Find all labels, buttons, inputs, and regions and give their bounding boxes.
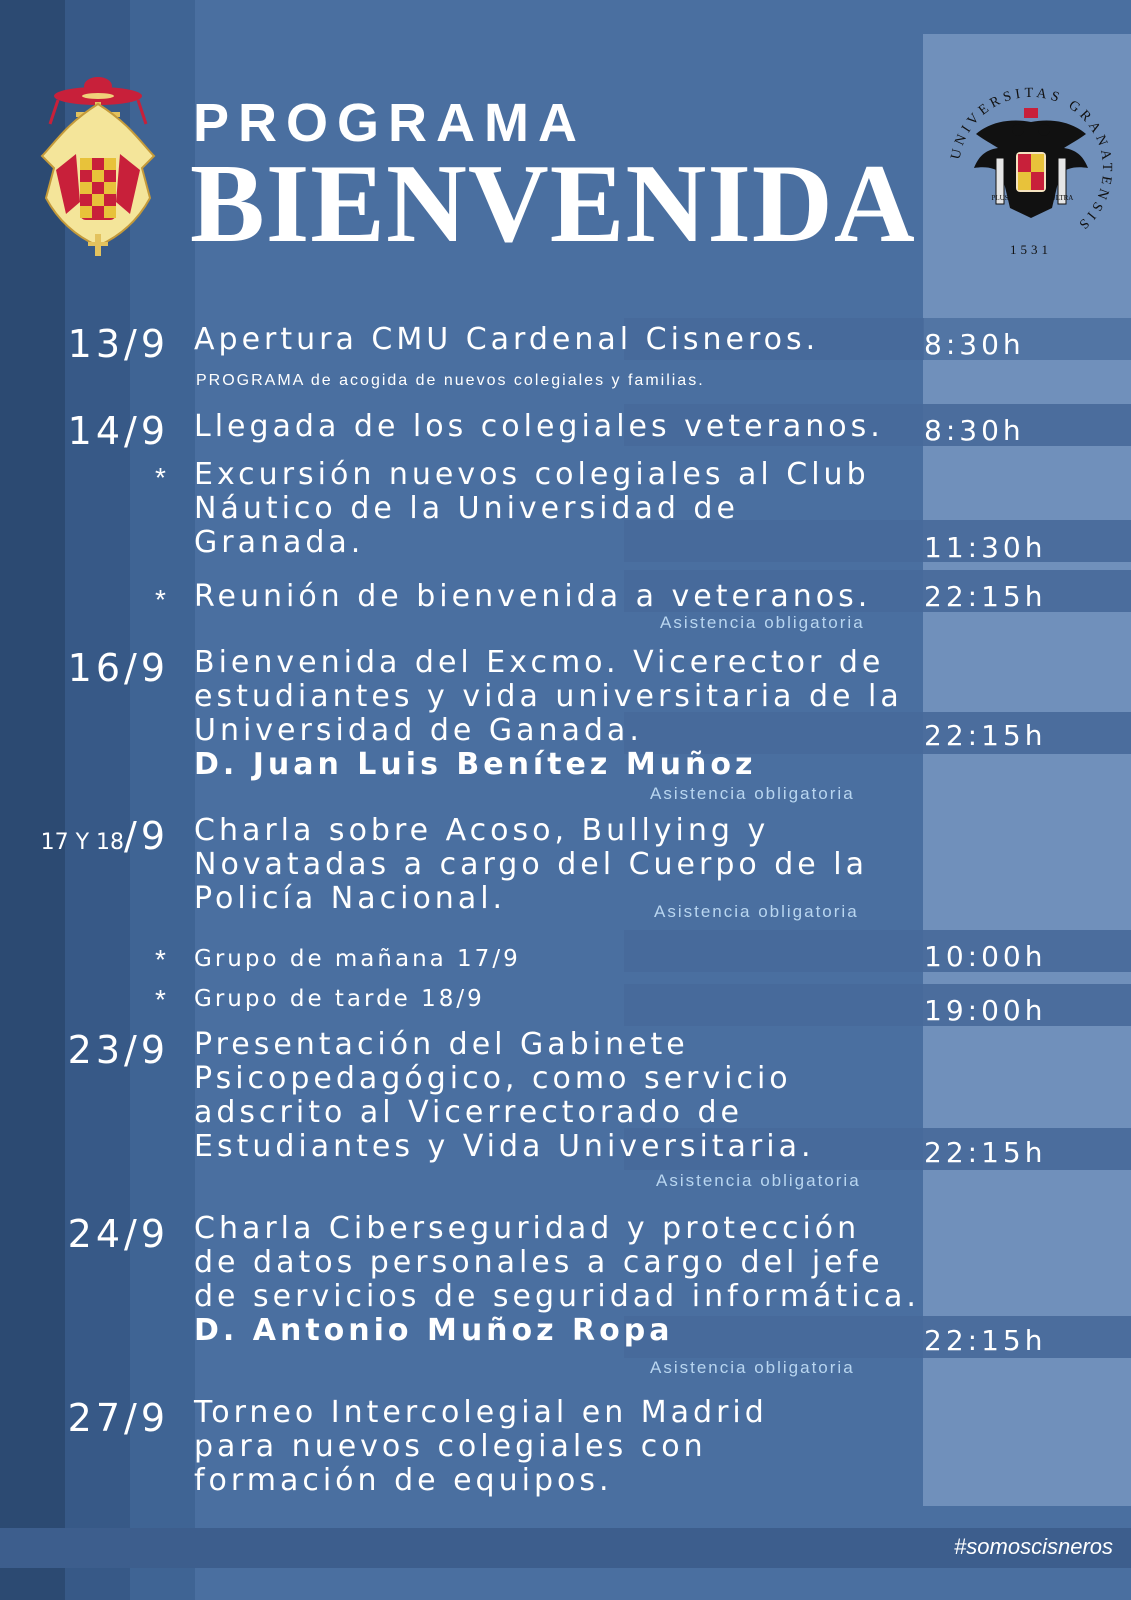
seal-ring-text: UNIVERSITAS GRANATENSIS <box>948 85 1115 235</box>
event-date: 14/9 <box>67 409 169 453</box>
event-item-text: Grupo de mañana 17/9 <box>194 946 521 972</box>
event-item-line: Reunión de bienvenida a veteranos. <box>194 579 872 614</box>
seal-motto-left: PLUS <box>991 194 1009 202</box>
event-time: 22:15h <box>924 580 1047 613</box>
bullet-marker: * <box>155 462 166 493</box>
event-title-line: Charla sobre Acoso, Bullying y <box>194 813 770 848</box>
attendance-note: Asistencia obligatoria <box>650 1358 855 1377</box>
event-date <box>41 814 169 858</box>
event-title-line: Psicopedagógico, como servicio <box>194 1061 792 1096</box>
event-date: 24/9 <box>67 1212 169 1256</box>
page-title-top: PROGRAMA <box>193 93 586 153</box>
attendance-note: Asistencia obligatoria <box>650 784 855 803</box>
event-title-line: Novatadas a cargo del Cuerpo de la <box>194 847 869 882</box>
event-time: 10:00h <box>924 940 1047 973</box>
event-title-line: Estudiantes y Vida Universitaria. <box>194 1129 815 1164</box>
bullet-marker: * <box>155 584 166 615</box>
event-title-line: Torneo Intercolegial en Madrid <box>194 1395 768 1430</box>
cisneros-crest-icon <box>36 74 160 260</box>
event-date: 13/9 <box>67 322 169 366</box>
attendance-note: Asistencia obligatoria <box>656 1171 861 1190</box>
event-date: 16/9 <box>67 646 169 690</box>
event-time: 8:30h <box>924 414 1025 447</box>
background-band <box>624 984 1131 1026</box>
background-band <box>624 520 1131 562</box>
speaker-name: D. Antonio Muñoz Ropa <box>194 1313 674 1348</box>
footer-hashtag: #somoscisneros <box>954 1534 1113 1559</box>
university-seal-icon <box>940 78 1122 260</box>
event-time: 11:30h <box>924 531 1047 564</box>
event-title-line: adscrito al Vicerrectorado de <box>194 1095 743 1130</box>
event-date-suffix: /9 <box>124 814 169 858</box>
seal-year: 1531 <box>1010 242 1052 257</box>
seal-motto-right: ULTRA <box>1050 194 1074 202</box>
event-title-line: estudiantes y vida universitaria de la <box>194 679 903 714</box>
event-item-text: Grupo de tarde 18/9 <box>194 986 485 1012</box>
bullet-marker: * <box>155 944 166 975</box>
event-date: 27/9 <box>67 1396 169 1440</box>
event-time: 22:15h <box>924 719 1047 752</box>
attendance-note: Asistencia obligatoria <box>654 902 859 921</box>
background-band <box>624 930 1131 972</box>
event-item-line: Granada. <box>194 525 365 560</box>
attendance-note: Asistencia obligatoria <box>660 613 865 632</box>
bullet-marker: * <box>155 984 166 1015</box>
event-time: 22:15h <box>924 1136 1047 1169</box>
event-time: 8:30h <box>924 328 1025 361</box>
event-title-line: formación de equipos. <box>194 1463 613 1498</box>
event-item-line: Náutico de la Universidad de <box>194 491 739 526</box>
speaker-name: D. Juan Luis Benítez Muñoz <box>194 747 757 782</box>
event-date-prefix: 17 Y 18 <box>40 830 125 855</box>
event-title-line: para nuevos colegiales con <box>194 1429 707 1464</box>
event-title-line: de servicios de seguridad informática. <box>194 1279 920 1314</box>
background-band <box>624 1316 1131 1358</box>
event-date: 23/9 <box>67 1028 169 1072</box>
event-title: Llegada de los colegiales veteranos. <box>194 409 884 444</box>
event-title-line: Presentación del Gabinete <box>194 1027 689 1062</box>
event-title-line: Charla Ciberseguridad y protección <box>194 1211 861 1246</box>
event-title-line: Bienvenida del Excmo. Vicerector de <box>194 645 885 680</box>
event-title-line: Universidad de Ganada. <box>194 713 643 748</box>
event-title-line: Policía Nacional. <box>194 881 507 916</box>
event-title-line: de datos personales a cargo del jefe <box>194 1245 884 1280</box>
event-subtitle: PROGRAMA de acogida de nuevos colegiales y familias. <box>196 372 705 389</box>
event-time: 19:00h <box>924 994 1047 1027</box>
event-time: 22:15h <box>924 1324 1047 1357</box>
page-title: BIENVENIDA <box>190 142 916 266</box>
event-title: Apertura CMU Cardenal Cisneros. <box>194 322 820 357</box>
event-item-line: Excursión nuevos colegiales al Club <box>194 457 870 492</box>
